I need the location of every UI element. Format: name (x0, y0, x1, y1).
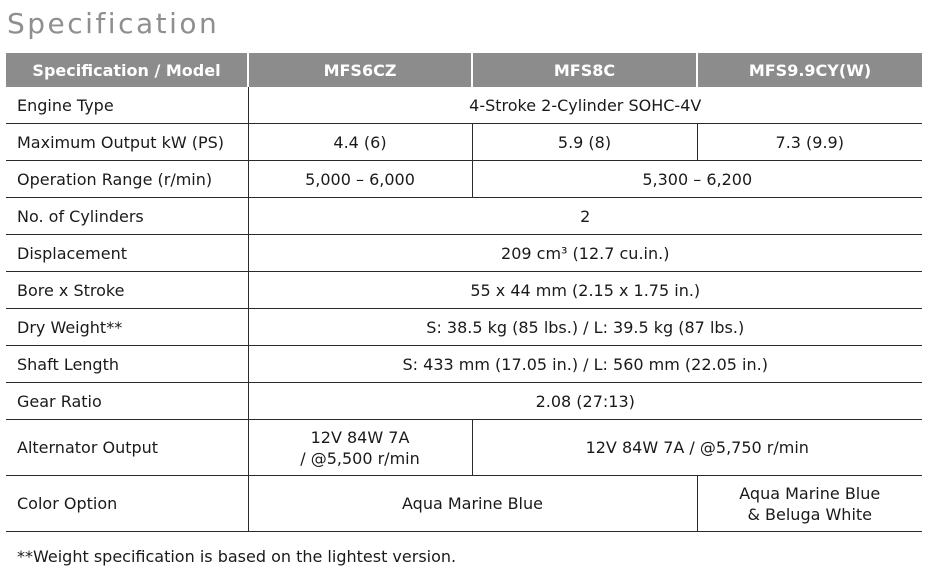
cell-mfs6cz: 12V 84W 7A / @5,500 r/min (248, 420, 472, 476)
cell-mfs8c-mfs99cyw: 12V 84W 7A / @5,750 r/min (472, 420, 922, 476)
cell-mfs6cz: 4.4 (6) (248, 124, 472, 161)
row-label: Bore x Stroke (6, 272, 248, 309)
header-mfs6cz: MFS6CZ (248, 53, 472, 87)
row-label: Operation Range (r/min) (6, 161, 248, 198)
cell-mfs8c-mfs99cyw: 5,300 – 6,200 (472, 161, 922, 198)
cell-mfs99cyw: 7.3 (9.9) (697, 124, 922, 161)
footnote: **Weight specification is based on the lightest version. (17, 547, 457, 566)
cell-value: 2 (248, 198, 922, 235)
row-label: Alternator Output (6, 420, 248, 476)
row-label: Displacement (6, 235, 248, 272)
row-operation-range (6, 161, 922, 198)
row-label: Shaft Length (6, 346, 248, 383)
row-label: Engine Type (17, 95, 114, 115)
row-label: Gear Ratio (6, 383, 248, 420)
cell-value: 55 x 44 mm (2.15 x 1.75 in.) (248, 272, 922, 309)
row-label: Maximum Output kW (PS) (6, 124, 248, 161)
row-label: Dry Weight** (6, 309, 248, 346)
header-row (6, 53, 922, 87)
row-cylinders (6, 198, 922, 235)
cell-mfs8c: 5.9 (8) (472, 124, 697, 161)
cell-mfs6cz: 5,000 – 6,000 (248, 161, 472, 198)
cell-value: S: 433 mm (17.05 in.) / L: 560 mm (22.05 in.) (248, 346, 922, 383)
row-gear-ratio (6, 383, 922, 420)
cell-value: 4-Stroke 2-Cylinder SOHC-4V (248, 87, 922, 124)
cell-mfs99cyw: Aqua Marine Blue & Beluga White (697, 476, 922, 532)
row-color-option (6, 476, 922, 532)
row-label: No. of Cylinders (6, 198, 248, 235)
row-max-output (6, 124, 922, 161)
cell-mfs6cz-mfs8c: Aqua Marine Blue (248, 476, 697, 532)
row-label: Color Option (6, 476, 248, 532)
row-displacement (6, 235, 922, 272)
cell-value: S: 38.5 kg (85 lbs.) / L: 39.5 kg (87 lbs.) (248, 309, 922, 346)
row-dry-weight (6, 309, 922, 346)
cell-value: 209 cm³ (12.7 cu.in.) (248, 235, 922, 272)
row-engine-type (6, 87, 922, 124)
row-alternator-output (6, 420, 922, 476)
row-bore-stroke (6, 272, 922, 309)
header-mfs99cyw: MFS9.9CY(W) (697, 53, 922, 87)
row-shaft-length (6, 346, 922, 383)
specification-table (6, 53, 922, 532)
header-mfs8c: MFS8C (472, 53, 697, 87)
header-spec-model: Specification / Model (6, 53, 248, 87)
cell-value: 2.08 (27:13) (248, 383, 922, 420)
page-title: Specification (7, 7, 220, 40)
